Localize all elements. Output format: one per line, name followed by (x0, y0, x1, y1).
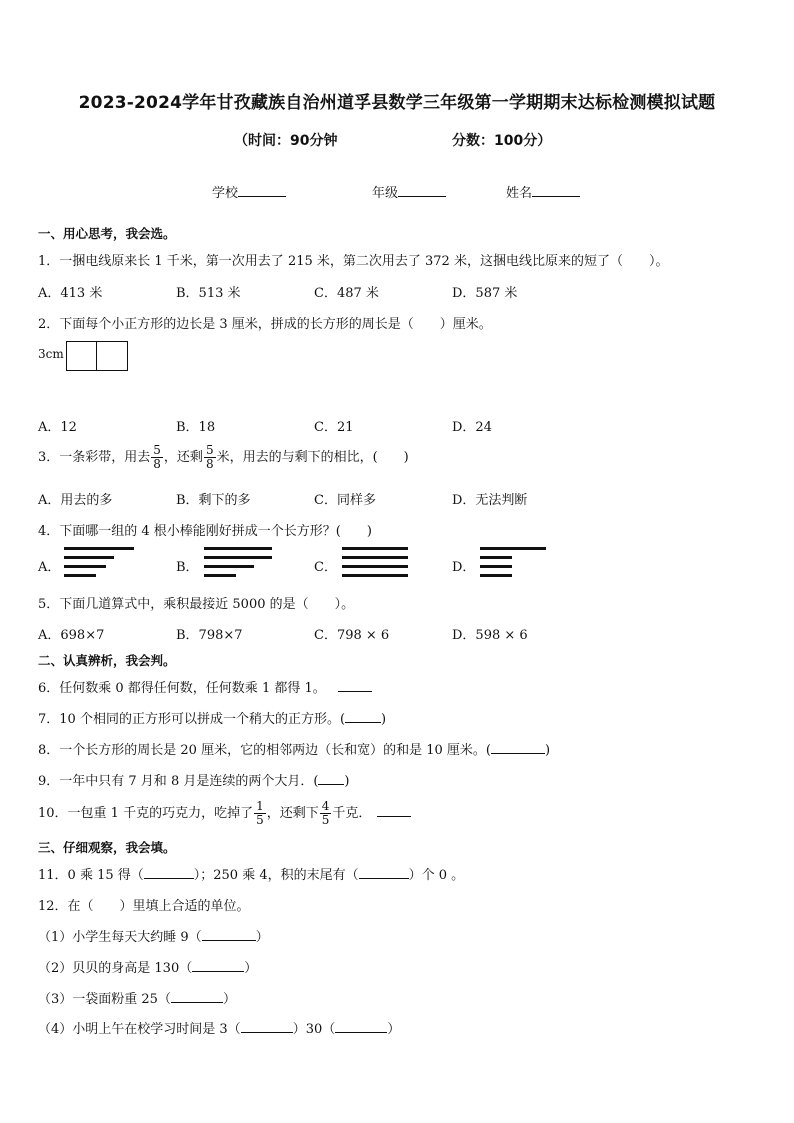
q2-option-d[interactable]: D．24 (452, 420, 492, 435)
q3-fraction-2: $\frac{5}{8}$ (205, 443, 214, 471)
section-1-heading: 一、用心思考，我会选。 (38, 226, 176, 241)
stick (204, 547, 272, 550)
q2-option-a[interactable]: A．12 (38, 420, 77, 435)
q3-option-b[interactable]: B．剩下的多 (176, 493, 251, 508)
stick (64, 556, 114, 559)
question-12: 12．在（ ）里填上合适的单位。 (38, 899, 250, 914)
q7-answer-blank[interactable] (345, 710, 381, 723)
q4-sticks-c (340, 546, 420, 582)
q5-option-c[interactable]: C．798 × 6 (314, 628, 390, 643)
q4-option-d[interactable]: D． (452, 560, 476, 575)
section-2-heading: 二、认真辨析，我会判。 (38, 653, 176, 668)
stick (64, 547, 134, 550)
q5-option-b[interactable]: B．798×7 (176, 628, 243, 643)
grade-blank[interactable] (398, 184, 446, 197)
q1-option-d[interactable]: D．587 米 (452, 286, 518, 301)
q12-item-1-blank[interactable] (202, 928, 256, 941)
stick (480, 556, 512, 559)
q6-answer-blank[interactable] (338, 679, 372, 692)
q4-option-c[interactable]: C． (314, 560, 337, 575)
q12-item-4: （4）小明上午在校学习时间是 3（ ）30（ ） (38, 1022, 401, 1037)
question-7: 7．10 个相同的正方形可以拼成一个稍大的正方形。( ) (38, 712, 387, 727)
school-label: 学校 (212, 186, 239, 201)
q12-item-2: （2）贝贝的身高是 130（ ） (38, 961, 258, 976)
section-3-heading: 三、仔细观察，我会填。 (38, 840, 176, 855)
stick (342, 565, 408, 568)
q10-fraction-1: $\frac{1}{5}$ (256, 799, 264, 827)
q12-item-2-blank[interactable] (192, 959, 244, 972)
stick (204, 574, 236, 577)
q12-item-3: （3）一袋面粉重 25（ ） (38, 992, 236, 1007)
name-label: 姓名 (506, 186, 533, 201)
question-1: 1．一捆电线原来长 1 千米，第一次用去了 215 米，第二次用去了 372 米，这捆电线比原来的短了（ ）。 (38, 254, 669, 269)
question-8: 8．一个长方形的周长是 20 厘米，它的相邻两边（长和宽）的和是 10 厘米。( ) (38, 743, 551, 758)
school-blank[interactable] (238, 184, 286, 197)
q3-option-a[interactable]: A．用去的多 (38, 493, 113, 508)
grade-field (372, 182, 446, 201)
grade-label: 年级 (372, 186, 399, 201)
stick (64, 574, 96, 577)
q11-blank-2[interactable] (359, 866, 409, 879)
question-6: 6．任何数乘 0 都得任何数，任何数乘 1 都得 1。 (38, 677, 372, 696)
q12-item-3-blank[interactable] (171, 990, 223, 1003)
time-info: （时间：90分钟 (234, 133, 338, 149)
q1-option-a[interactable]: A．413 米 (38, 286, 103, 301)
stick (64, 565, 106, 568)
q3-option-c[interactable]: C．同样多 (314, 493, 376, 508)
page-title: 2023-2024学年甘孜藏族自治州道孚县数学三年级第一学期期末达标检测模拟试题 (78, 93, 716, 113)
q2-square-figure (66, 341, 128, 371)
q5-option-a[interactable]: A．698×7 (38, 628, 105, 643)
stick (480, 574, 512, 577)
question-11: 11．0 乘 15 得（ ）；250 乘 4，积的末尾有（ ）个 0 。 (38, 868, 465, 883)
q12-item-4-blank-2[interactable] (335, 1020, 387, 1033)
question-5: 5．下面几道算式中，乘积最接近 5000 的是（ ）。 (38, 597, 355, 612)
question-4: 4．下面哪一组的 4 根小棒能刚好拼成一个长方形？( ) (38, 524, 372, 539)
stick (204, 556, 272, 559)
question-3: 3．一条彩带，用去 $\frac{5}{8}$ ，还剩 $\frac{5}{8}$ 米，用去的与剩下的相比，( ) (38, 443, 409, 471)
score-info: 分数：100分） (452, 133, 552, 149)
stick (480, 565, 512, 568)
q2-option-c[interactable]: C．21 (314, 420, 354, 435)
q11-blank-1[interactable] (144, 866, 194, 879)
q4-sticks-d (478, 546, 558, 582)
school-field (212, 182, 286, 201)
q9-answer-blank[interactable] (318, 772, 344, 785)
name-blank[interactable] (532, 184, 580, 197)
name-field (506, 182, 580, 201)
q4-sticks-a (62, 546, 142, 582)
stick (342, 574, 408, 577)
q10-fraction-2: $\frac{4}{5}$ (321, 799, 330, 827)
q1-option-b[interactable]: B．513 米 (176, 286, 241, 301)
stick (480, 547, 546, 550)
stick (204, 565, 254, 568)
q4-option-b[interactable]: B． (176, 560, 199, 575)
stick (342, 556, 408, 559)
q3-fraction-1: $\frac{5}{8}$ (153, 443, 161, 471)
q8-answer-blank[interactable] (491, 741, 545, 754)
stick (342, 547, 408, 550)
question-9: 9．一年中只有 7 月和 8 月是连续的两个大月．( ) (38, 774, 350, 789)
q3-option-d[interactable]: D．无法判断 (452, 493, 528, 508)
q2-figure-label: 3cm (38, 347, 64, 361)
q12-item-1: （1）小学生每天大约睡 9（ ） (38, 930, 269, 945)
question-10: 10．一包重 1 千克的巧克力，吃掉了 $\frac{1}{5}$ ，还剩下 $\frac{4}{5}$ 千克． (38, 800, 411, 827)
q12-item-4-blank-1[interactable] (241, 1020, 293, 1033)
q2-option-b[interactable]: B．18 (176, 420, 216, 435)
q4-option-a[interactable]: A． (38, 560, 61, 575)
question-2: 2．下面每个小正方形的边长是 3 厘米，拼成的长方形的周长是（ ）厘米。 (38, 317, 492, 332)
q5-option-d[interactable]: D．598 × 6 (452, 628, 528, 643)
q10-answer-blank[interactable] (377, 804, 411, 817)
q4-sticks-b (202, 546, 282, 582)
q1-option-c[interactable]: C．487 米 (314, 286, 379, 301)
